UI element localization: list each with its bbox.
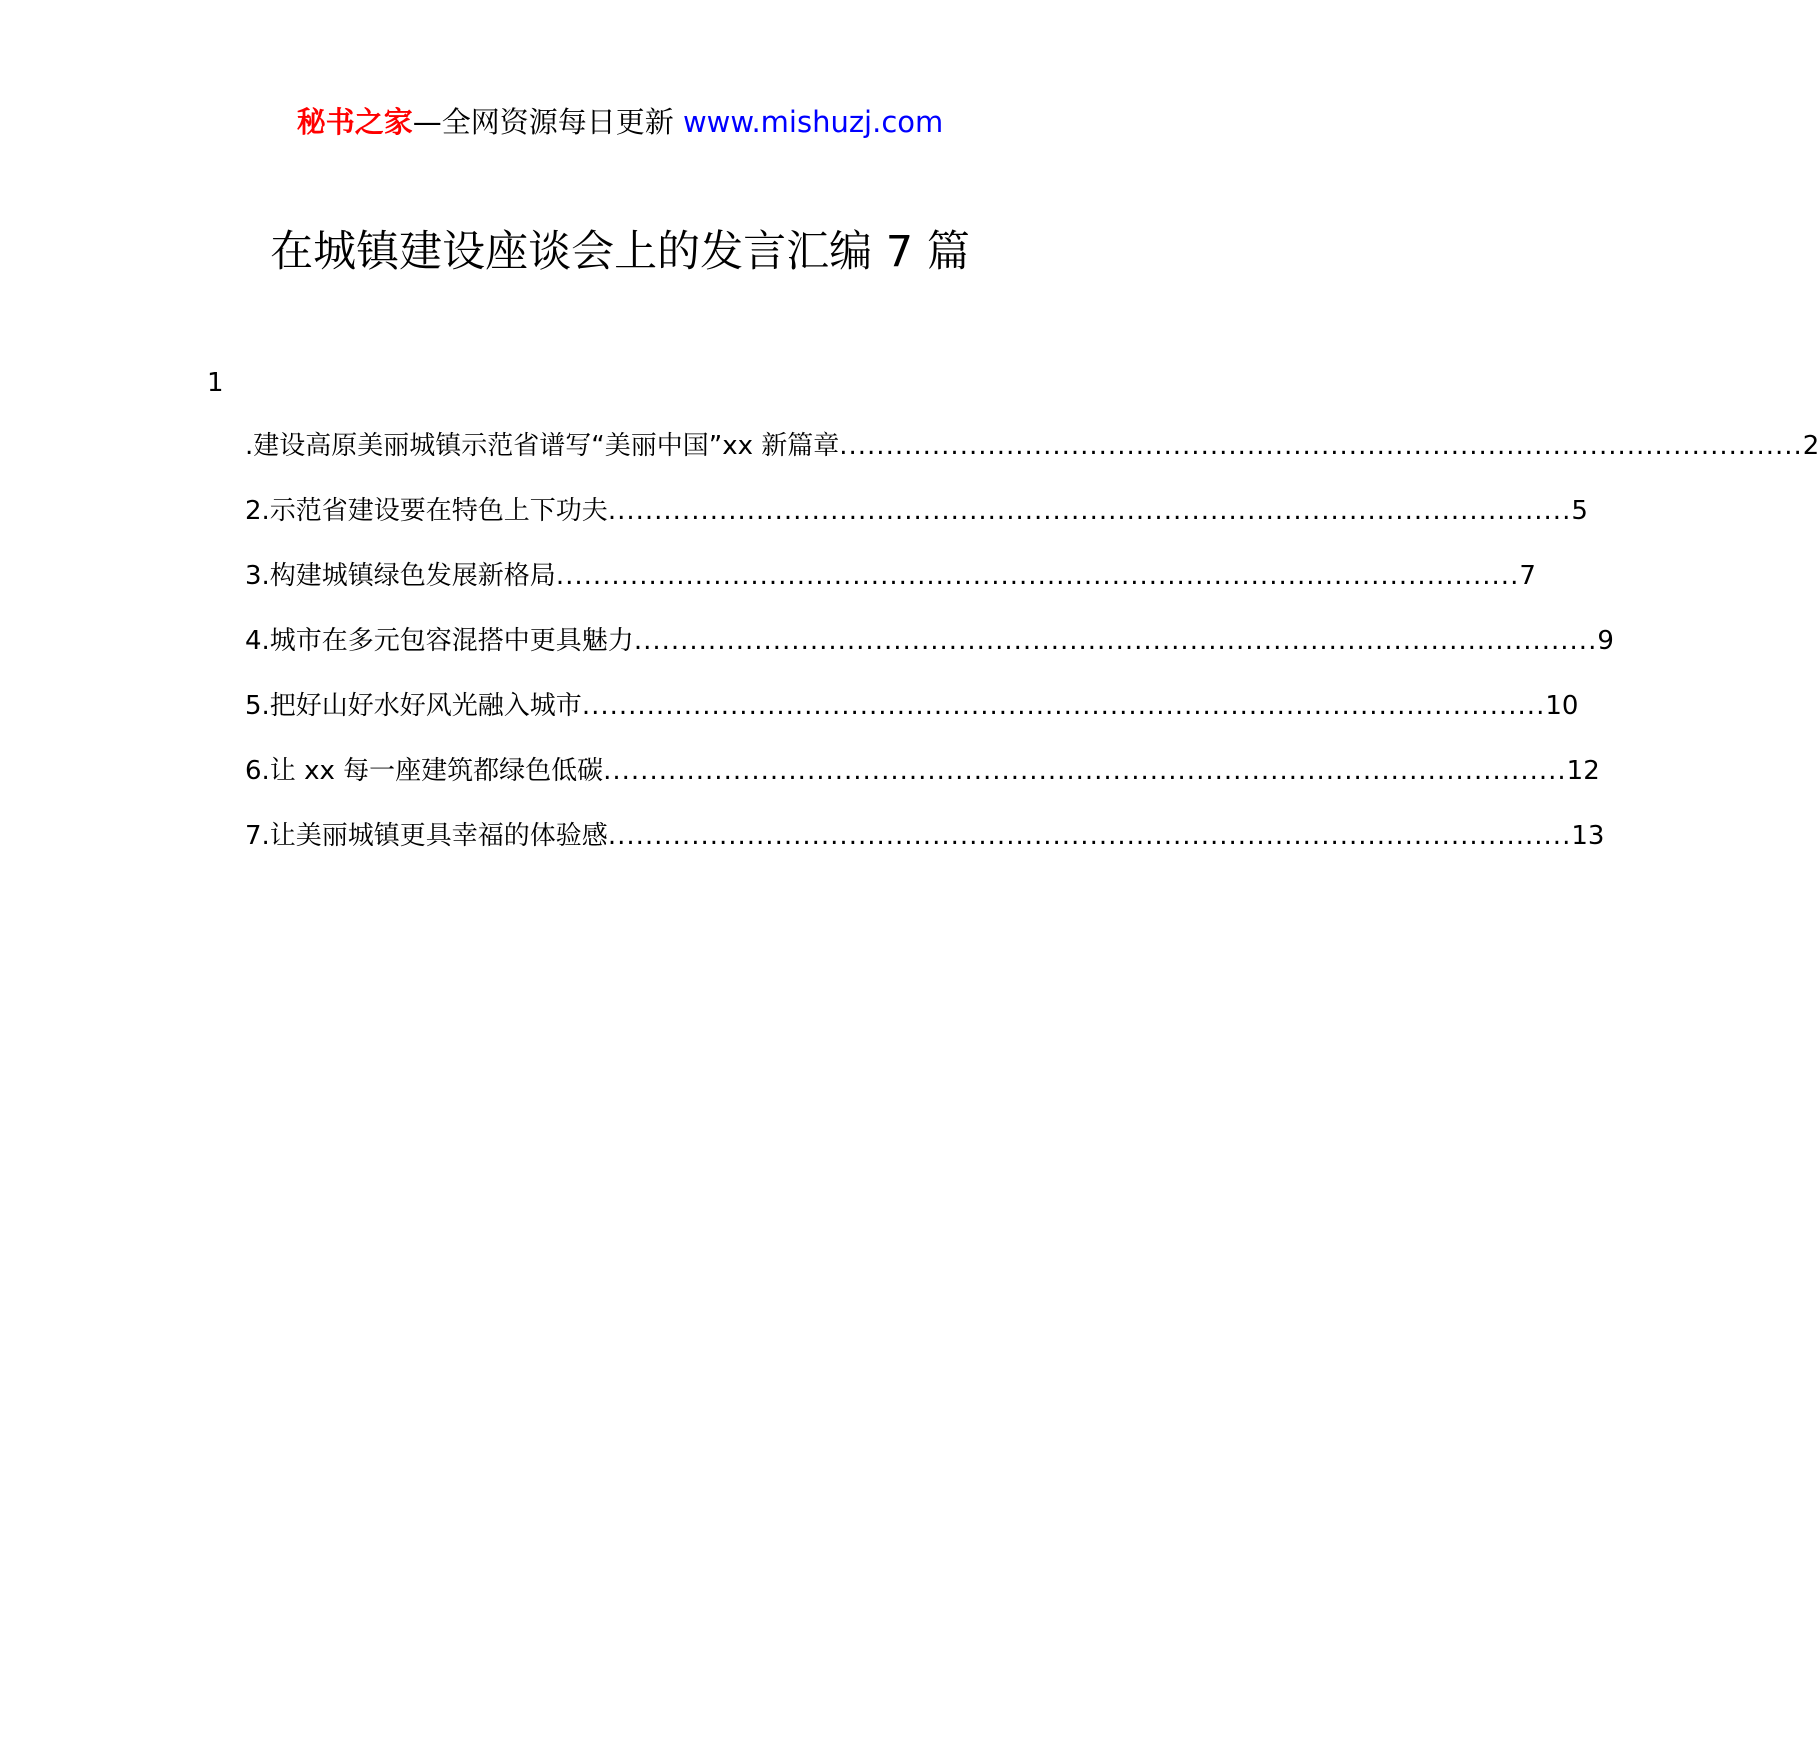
toc-leader-dots: ........................................................................................................ [603,756,1567,786]
toc-entry-title: 7.让美丽城镇更具幸福的体验感 [245,821,608,851]
toc-entry-title: 2.示范省建设要在特色上下功夫 [245,496,608,526]
site-tagline: —全网资源每日更新 [412,105,674,139]
site-url-link[interactable]: www.mishuzj.com [682,105,944,139]
toc-entry-2[interactable] [245,493,1588,558]
toc-leader-dots: ........................................................................................................ [607,496,1572,526]
toc-entry-title: 6.让 xx 每一座建筑都绿色低碳 [245,756,604,786]
toc-entry-title: 4.城市在多元包容混搭中更具魅力 [245,626,634,656]
toc-entry-page: 2 [1802,431,1819,461]
toc-entry-3[interactable] [245,558,1536,623]
toc-entry-page: 7 [1519,561,1536,591]
document-title: 在城镇建设座谈会上的发言汇编 7 篇 [270,227,970,277]
toc-leader-dots: ........................................................................................................ [607,821,1572,851]
toc-entry-page: 5 [1571,496,1588,526]
site-header [0,102,1240,142]
toc-entry-6[interactable] [245,753,1600,818]
toc-entry-5[interactable] [245,688,1579,753]
toc-leader-dots: ........................................................................................................ [555,561,1520,591]
site-brand: 秘书之家 [296,105,413,139]
toc-entry-page: 13 [1571,821,1605,851]
toc-entry-title: .建设高原美丽城镇示范省谱写“美丽中国”xx 新篇章 [245,431,840,461]
toc-entry-title: 3.构建城镇绿色发展新格局 [245,561,556,591]
toc-entry-7[interactable] [245,818,1605,883]
toc-entry-4[interactable] [245,623,1614,688]
toc-leader-dots: ........................................................................................................ [839,431,1803,461]
toc-entry-title: 5.把好山好水好风光融入城市 [245,691,582,721]
toc-leader-dots: ........................................................................................................ [633,626,1598,656]
toc-leader-dots: ........................................................................................................ [581,691,1546,721]
toc-entry-page: 10 [1545,691,1579,721]
toc-entry-page: 12 [1566,756,1600,786]
toc-page-number: 1 [207,368,224,398]
table-of-contents [245,428,1819,883]
toc-entry-page: 9 [1597,626,1614,656]
toc-entry-1[interactable] [245,428,1819,493]
